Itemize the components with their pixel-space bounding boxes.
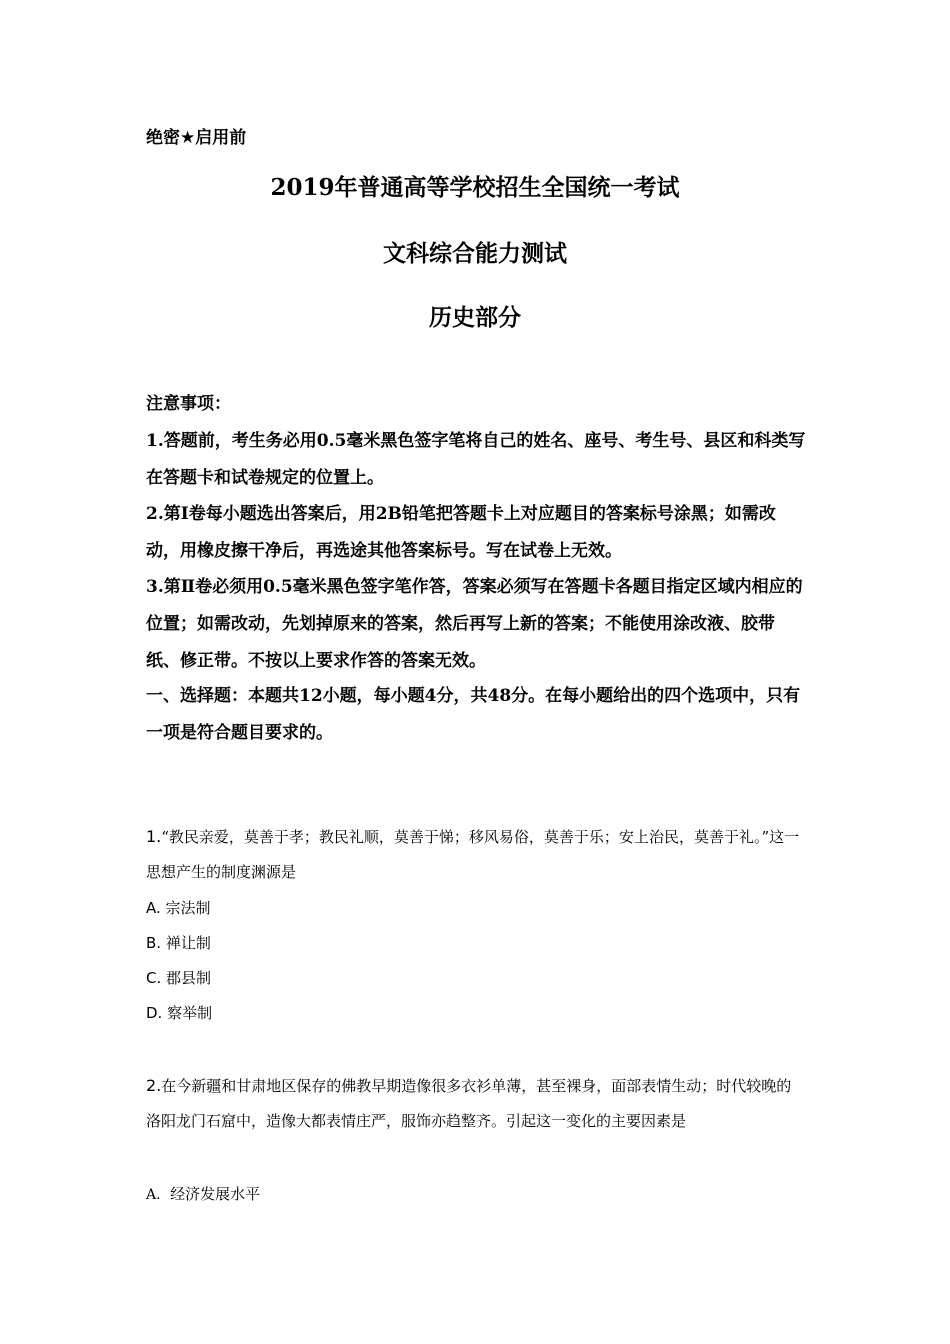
exam-title: 2019年普通高等学校招生全国统一考试 (270, 174, 680, 201)
option-letter: B. (146, 934, 162, 952)
option-text: 宗法制 (165, 899, 211, 917)
section-title: 历史部分 (429, 304, 521, 331)
question-number: 2. (146, 1076, 162, 1095)
question-stem: 在今新疆和甘肃地区保存的佛教早期造像很多衣衫单薄，甚至裸身，面部表情生动；时代较晚的洛阳龙门石窟中，造像大都表情庄严，服饰亦趋整齐。引起这一变化的主要因素是 (146, 1077, 792, 1130)
confidential-label: 绝密★启用前 (146, 128, 247, 148)
question-stem: “教民亲爱，莫善于孝；教民礼顺，莫善于悌；移风易俗，莫善于乐；安上治民，莫善于礼。”这一思想产生的制度渊源是 (146, 828, 800, 881)
question-1-option-a (146, 896, 211, 920)
option-letter: A. (146, 899, 161, 917)
notice-heading: 注意事项： (146, 394, 231, 414)
question-2-option-a (146, 1182, 260, 1207)
option-text: 郡县制 (166, 969, 212, 987)
paper-title: 文科综合能力测试 (383, 240, 567, 267)
option-text: 经济发展水平 (170, 1185, 261, 1203)
option-text: 察举制 (167, 1004, 213, 1022)
question-1 (146, 819, 806, 890)
option-letter: C. (146, 969, 162, 987)
question-2 (146, 1068, 806, 1139)
question-number: 1. (146, 827, 162, 846)
notice-item-2: 2.第Ⅰ卷每小题选出答案后，用2B铅笔把答题卡上对应题目的答案标号涂黑；如需改动，用橡皮擦干净后，再选途其他答案标号。写在试卷上无效。 (146, 504, 776, 561)
notice-item-3: 3.第Ⅱ卷必须用0.5毫米黑色签字笔作答，答案必须写在答题卡各题目指定区域内相应的位置；如需改动，先划掉原来的答案，然后再写上新的答案；不能使用涂改液、胶带纸、修正带。不按以上要求作答的答案无效。 (146, 577, 803, 671)
section-one-instructions: 一、选择题：本题共12小题，每小题4分，共48分。在每小题给出的四个选项中，只有一项是符合题目要求的。 (146, 686, 801, 743)
option-letter: D. (146, 1004, 163, 1022)
question-1-option-c (146, 966, 211, 990)
notice-item-1: 1.答题前，考生务必用0.5毫米黑色签字笔将自己的姓名、座号、考生号、县区和科类写在答题卡和试卷规定的位置上。 (146, 431, 806, 488)
option-letter: A. (146, 1187, 161, 1203)
option-text: 禅让制 (165, 934, 211, 952)
question-1-option-d (146, 1001, 212, 1025)
question-1-option-b (146, 931, 211, 955)
